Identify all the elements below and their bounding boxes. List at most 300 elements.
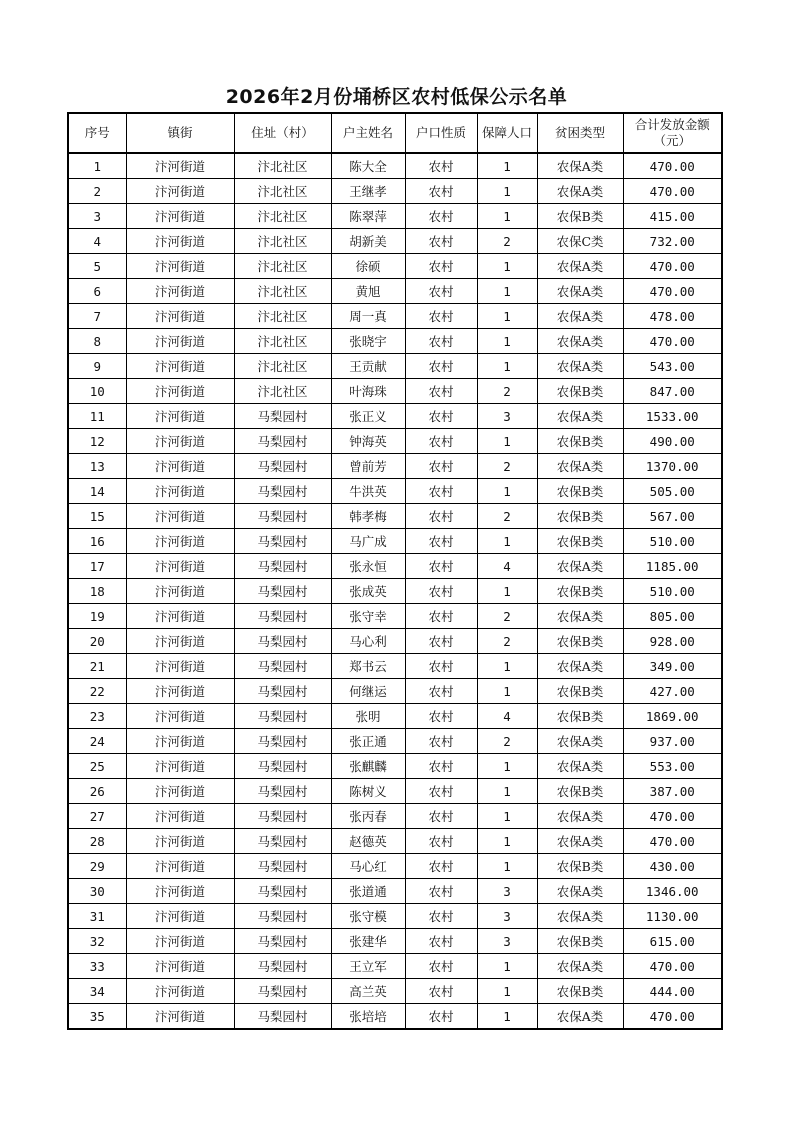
cell-amount: 1130.00 [623, 904, 722, 929]
table-row [68, 529, 722, 554]
table-row [68, 304, 722, 329]
table-row [68, 904, 722, 929]
cell-seq: 34 [68, 979, 126, 1004]
cell-covered-people: 1 [477, 954, 537, 979]
cell-head-name: 王贡献 [331, 354, 405, 379]
cell-covered-people: 3 [477, 904, 537, 929]
cell-seq: 11 [68, 404, 126, 429]
cell-amount: 1346.00 [623, 879, 722, 904]
cell-town: 汴河街道 [126, 429, 234, 454]
cell-poverty-type: 农保A类 [537, 729, 623, 754]
cell-hukou-type: 农村 [405, 729, 477, 754]
cell-head-name: 黄旭 [331, 279, 405, 304]
cell-hukou-type: 农村 [405, 779, 477, 804]
cell-covered-people: 4 [477, 704, 537, 729]
cell-address: 马梨园村 [234, 479, 331, 504]
cell-address: 马梨园村 [234, 1004, 331, 1030]
header-amount: 合计发放金额（元） [623, 113, 722, 153]
cell-covered-people: 4 [477, 554, 537, 579]
cell-amount: 470.00 [623, 279, 722, 304]
cell-amount: 430.00 [623, 854, 722, 879]
cell-town: 汴河街道 [126, 779, 234, 804]
cell-address: 马梨园村 [234, 829, 331, 854]
cell-amount: 1370.00 [623, 454, 722, 479]
cell-poverty-type: 农保A类 [537, 604, 623, 629]
cell-hukou-type: 农村 [405, 629, 477, 654]
cell-hukou-type: 农村 [405, 879, 477, 904]
table-row [68, 854, 722, 879]
cell-address: 马梨园村 [234, 604, 331, 629]
cell-covered-people: 2 [477, 604, 537, 629]
cell-poverty-type: 农保B类 [537, 704, 623, 729]
cell-hukou-type: 农村 [405, 304, 477, 329]
cell-address: 马梨园村 [234, 929, 331, 954]
cell-town: 汴河街道 [126, 479, 234, 504]
cell-address: 马梨园村 [234, 404, 331, 429]
cell-covered-people: 1 [477, 804, 537, 829]
cell-covered-people: 1 [477, 153, 537, 179]
cell-town: 汴河街道 [126, 379, 234, 404]
cell-amount: 847.00 [623, 379, 722, 404]
cell-hukou-type: 农村 [405, 929, 477, 954]
cell-covered-people: 2 [477, 229, 537, 254]
cell-town: 汴河街道 [126, 979, 234, 1004]
cell-seq: 28 [68, 829, 126, 854]
cell-amount: 490.00 [623, 429, 722, 454]
cell-hukou-type: 农村 [405, 204, 477, 229]
cell-address: 马梨园村 [234, 579, 331, 604]
cell-amount: 937.00 [623, 729, 722, 754]
cell-head-name: 张明 [331, 704, 405, 729]
cell-covered-people: 1 [477, 679, 537, 704]
cell-seq: 14 [68, 479, 126, 504]
header-poverty-type: 贫困类型 [537, 113, 623, 153]
cell-amount: 444.00 [623, 979, 722, 1004]
cell-covered-people: 2 [477, 629, 537, 654]
cell-town: 汴河街道 [126, 579, 234, 604]
table-row [68, 879, 722, 904]
cell-seq: 23 [68, 704, 126, 729]
table-row [68, 379, 722, 404]
page-title: 2026年2月份埇桥区农村低保公示名单 [225, 86, 568, 108]
cell-amount: 1533.00 [623, 404, 722, 429]
table-row [68, 679, 722, 704]
cell-town: 汴河街道 [126, 679, 234, 704]
cell-head-name: 张培培 [331, 1004, 405, 1030]
table-row [68, 504, 722, 529]
table-row [68, 979, 722, 1004]
table-row [68, 754, 722, 779]
cell-amount: 470.00 [623, 1004, 722, 1030]
cell-poverty-type: 农保B类 [537, 579, 623, 604]
header-seq: 序号 [68, 113, 126, 153]
cell-hukou-type: 农村 [405, 854, 477, 879]
cell-poverty-type: 农保B类 [537, 629, 623, 654]
cell-seq: 8 [68, 329, 126, 354]
cell-town: 汴河街道 [126, 454, 234, 479]
cell-town: 汴河街道 [126, 629, 234, 654]
cell-hukou-type: 农村 [405, 179, 477, 204]
cell-poverty-type: 农保B类 [537, 854, 623, 879]
cell-town: 汴河街道 [126, 854, 234, 879]
cell-poverty-type: 农保A类 [537, 354, 623, 379]
cell-address: 马梨园村 [234, 804, 331, 829]
cell-head-name: 张麒麟 [331, 754, 405, 779]
cell-town: 汴河街道 [126, 754, 234, 779]
cell-head-name: 陈翠萍 [331, 204, 405, 229]
cell-address: 马梨园村 [234, 904, 331, 929]
cell-head-name: 郑书云 [331, 654, 405, 679]
cell-seq: 24 [68, 729, 126, 754]
cell-seq: 22 [68, 679, 126, 704]
table-row [68, 354, 722, 379]
cell-town: 汴河街道 [126, 279, 234, 304]
cell-hukou-type: 农村 [405, 279, 477, 304]
table-row [68, 554, 722, 579]
cell-amount: 470.00 [623, 329, 722, 354]
cell-hukou-type: 农村 [405, 654, 477, 679]
cell-covered-people: 1 [477, 429, 537, 454]
cell-seq: 31 [68, 904, 126, 929]
cell-seq: 3 [68, 204, 126, 229]
header-head-name: 户主姓名 [331, 113, 405, 153]
cell-head-name: 张守模 [331, 904, 405, 929]
cell-head-name: 张永恒 [331, 554, 405, 579]
cell-poverty-type: 农保A类 [537, 279, 623, 304]
cell-covered-people: 1 [477, 304, 537, 329]
cell-head-name: 曾前芳 [331, 454, 405, 479]
cell-seq: 27 [68, 804, 126, 829]
table-header-row [68, 113, 722, 153]
cell-hukou-type: 农村 [405, 579, 477, 604]
cell-head-name: 马心利 [331, 629, 405, 654]
cell-address: 汴北社区 [234, 179, 331, 204]
cell-hukou-type: 农村 [405, 354, 477, 379]
cell-address: 马梨园村 [234, 654, 331, 679]
cell-poverty-type: 农保A类 [537, 404, 623, 429]
cell-address: 汴北社区 [234, 304, 331, 329]
table-row [68, 629, 722, 654]
cell-town: 汴河街道 [126, 829, 234, 854]
cell-amount: 470.00 [623, 804, 722, 829]
cell-town: 汴河街道 [126, 704, 234, 729]
cell-poverty-type: 农保A类 [537, 254, 623, 279]
cell-poverty-type: 农保A类 [537, 179, 623, 204]
cell-town: 汴河街道 [126, 254, 234, 279]
cell-poverty-type: 农保B类 [537, 504, 623, 529]
table-row [68, 654, 722, 679]
cell-poverty-type: 农保A类 [537, 754, 623, 779]
cell-head-name: 张道通 [331, 879, 405, 904]
table-row [68, 153, 722, 179]
cell-seq: 2 [68, 179, 126, 204]
cell-seq: 20 [68, 629, 126, 654]
cell-seq: 4 [68, 229, 126, 254]
cell-poverty-type: 农保A类 [537, 879, 623, 904]
cell-amount: 1869.00 [623, 704, 722, 729]
cell-head-name: 张正通 [331, 729, 405, 754]
cell-seq: 19 [68, 604, 126, 629]
cell-town: 汴河街道 [126, 954, 234, 979]
cell-seq: 9 [68, 354, 126, 379]
cell-hukou-type: 农村 [405, 979, 477, 1004]
cell-seq: 1 [68, 153, 126, 179]
cell-hukou-type: 农村 [405, 604, 477, 629]
cell-poverty-type: 农保B类 [537, 379, 623, 404]
cell-address: 汴北社区 [234, 379, 331, 404]
cell-poverty-type: 农保A类 [537, 153, 623, 179]
cell-address: 马梨园村 [234, 779, 331, 804]
cell-address: 马梨园村 [234, 979, 331, 1004]
cell-seq: 21 [68, 654, 126, 679]
cell-town: 汴河街道 [126, 929, 234, 954]
cell-address: 马梨园村 [234, 704, 331, 729]
cell-seq: 10 [68, 379, 126, 404]
cell-seq: 29 [68, 854, 126, 879]
cell-town: 汴河街道 [126, 879, 234, 904]
cell-address: 汴北社区 [234, 354, 331, 379]
table-row [68, 179, 722, 204]
header-covered-people: 保障人口 [477, 113, 537, 153]
table-row [68, 429, 722, 454]
table-row [68, 404, 722, 429]
cell-hukou-type: 农村 [405, 479, 477, 504]
table-row [68, 479, 722, 504]
cell-address: 汴北社区 [234, 279, 331, 304]
cell-covered-people: 1 [477, 754, 537, 779]
cell-address: 马梨园村 [234, 554, 331, 579]
cell-poverty-type: 农保B类 [537, 429, 623, 454]
table-row [68, 804, 722, 829]
table-row [68, 729, 722, 754]
table-row [68, 704, 722, 729]
cell-town: 汴河街道 [126, 204, 234, 229]
cell-seq: 6 [68, 279, 126, 304]
cell-seq: 12 [68, 429, 126, 454]
cell-address: 汴北社区 [234, 254, 331, 279]
cell-amount: 928.00 [623, 629, 722, 654]
cell-amount: 543.00 [623, 354, 722, 379]
cell-poverty-type: 农保A类 [537, 304, 623, 329]
cell-town: 汴河街道 [126, 729, 234, 754]
cell-poverty-type: 农保B类 [537, 529, 623, 554]
header-town: 镇街 [126, 113, 234, 153]
cell-covered-people: 1 [477, 529, 537, 554]
cell-amount: 427.00 [623, 679, 722, 704]
cell-seq: 25 [68, 754, 126, 779]
cell-seq: 32 [68, 929, 126, 954]
cell-amount: 349.00 [623, 654, 722, 679]
cell-head-name: 何继运 [331, 679, 405, 704]
cell-seq: 5 [68, 254, 126, 279]
cell-town: 汴河街道 [126, 329, 234, 354]
cell-head-name: 张成英 [331, 579, 405, 604]
cell-hukou-type: 农村 [405, 429, 477, 454]
cell-head-name: 韩孝梅 [331, 504, 405, 529]
cell-address: 马梨园村 [234, 854, 331, 879]
subsistence-allowance-table [67, 112, 723, 1030]
cell-hukou-type: 农村 [405, 829, 477, 854]
cell-poverty-type: 农保A类 [537, 554, 623, 579]
cell-amount: 615.00 [623, 929, 722, 954]
cell-hukou-type: 农村 [405, 529, 477, 554]
cell-head-name: 张丙春 [331, 804, 405, 829]
cell-covered-people: 2 [477, 454, 537, 479]
cell-hukou-type: 农村 [405, 504, 477, 529]
table-row [68, 579, 722, 604]
cell-town: 汴河街道 [126, 604, 234, 629]
table-row [68, 204, 722, 229]
cell-hukou-type: 农村 [405, 804, 477, 829]
cell-covered-people: 2 [477, 729, 537, 754]
cell-poverty-type: 农保A类 [537, 1004, 623, 1030]
cell-amount: 510.00 [623, 529, 722, 554]
cell-covered-people: 1 [477, 854, 537, 879]
cell-town: 汴河街道 [126, 904, 234, 929]
cell-head-name: 张建华 [331, 929, 405, 954]
cell-amount: 1185.00 [623, 554, 722, 579]
cell-poverty-type: 农保A类 [537, 904, 623, 929]
cell-amount: 470.00 [623, 254, 722, 279]
cell-head-name: 张守幸 [331, 604, 405, 629]
cell-address: 汴北社区 [234, 229, 331, 254]
cell-hukou-type: 农村 [405, 153, 477, 179]
cell-covered-people: 3 [477, 879, 537, 904]
cell-address: 马梨园村 [234, 879, 331, 904]
cell-amount: 567.00 [623, 504, 722, 529]
cell-amount: 470.00 [623, 954, 722, 979]
cell-head-name: 叶海珠 [331, 379, 405, 404]
cell-hukou-type: 农村 [405, 704, 477, 729]
cell-address: 马梨园村 [234, 629, 331, 654]
cell-seq: 13 [68, 454, 126, 479]
cell-covered-people: 2 [477, 379, 537, 404]
cell-head-name: 徐硕 [331, 254, 405, 279]
cell-seq: 35 [68, 1004, 126, 1030]
cell-covered-people: 2 [477, 504, 537, 529]
cell-head-name: 马广成 [331, 529, 405, 554]
cell-covered-people: 3 [477, 929, 537, 954]
cell-covered-people: 1 [477, 179, 537, 204]
cell-address: 马梨园村 [234, 529, 331, 554]
cell-poverty-type: 农保A类 [537, 329, 623, 354]
cell-covered-people: 1 [477, 654, 537, 679]
cell-town: 汴河街道 [126, 654, 234, 679]
table-row [68, 829, 722, 854]
cell-head-name: 陈大全 [331, 153, 405, 179]
cell-seq: 7 [68, 304, 126, 329]
cell-hukou-type: 农村 [405, 454, 477, 479]
cell-amount: 805.00 [623, 604, 722, 629]
cell-poverty-type: 农保A类 [537, 654, 623, 679]
cell-town: 汴河街道 [126, 153, 234, 179]
cell-hukou-type: 农村 [405, 379, 477, 404]
cell-seq: 16 [68, 529, 126, 554]
cell-town: 汴河街道 [126, 554, 234, 579]
table-row [68, 779, 722, 804]
cell-hukou-type: 农村 [405, 754, 477, 779]
cell-address: 马梨园村 [234, 729, 331, 754]
cell-head-name: 钟海英 [331, 429, 405, 454]
cell-address: 汴北社区 [234, 329, 331, 354]
cell-seq: 30 [68, 879, 126, 904]
cell-seq: 15 [68, 504, 126, 529]
cell-covered-people: 1 [477, 279, 537, 304]
cell-amount: 387.00 [623, 779, 722, 804]
cell-town: 汴河街道 [126, 404, 234, 429]
cell-address: 马梨园村 [234, 954, 331, 979]
cell-town: 汴河街道 [126, 1004, 234, 1030]
cell-amount: 732.00 [623, 229, 722, 254]
table-row [68, 954, 722, 979]
cell-hukou-type: 农村 [405, 404, 477, 429]
cell-town: 汴河街道 [126, 229, 234, 254]
cell-head-name: 高兰英 [331, 979, 405, 1004]
table-body [68, 153, 722, 1029]
cell-hukou-type: 农村 [405, 254, 477, 279]
cell-hukou-type: 农村 [405, 229, 477, 254]
table-row [68, 929, 722, 954]
cell-covered-people: 1 [477, 1004, 537, 1030]
cell-address: 汴北社区 [234, 204, 331, 229]
cell-covered-people: 1 [477, 979, 537, 1004]
cell-seq: 18 [68, 579, 126, 604]
cell-poverty-type: 农保B类 [537, 479, 623, 504]
cell-head-name: 周一真 [331, 304, 405, 329]
cell-covered-people: 1 [477, 829, 537, 854]
cell-hukou-type: 农村 [405, 554, 477, 579]
cell-covered-people: 1 [477, 204, 537, 229]
cell-covered-people: 1 [477, 354, 537, 379]
cell-address: 马梨园村 [234, 504, 331, 529]
cell-poverty-type: 农保B类 [537, 929, 623, 954]
cell-poverty-type: 农保B类 [537, 979, 623, 1004]
cell-amount: 470.00 [623, 829, 722, 854]
cell-address: 马梨园村 [234, 429, 331, 454]
cell-head-name: 赵德英 [331, 829, 405, 854]
cell-amount: 415.00 [623, 204, 722, 229]
header-hukou-type: 户口性质 [405, 113, 477, 153]
cell-hukou-type: 农村 [405, 954, 477, 979]
cell-poverty-type: 农保B类 [537, 204, 623, 229]
cell-hukou-type: 农村 [405, 679, 477, 704]
table-row [68, 454, 722, 479]
table-row [68, 254, 722, 279]
cell-head-name: 王继孝 [331, 179, 405, 204]
cell-amount: 478.00 [623, 304, 722, 329]
cell-poverty-type: 农保B类 [537, 779, 623, 804]
table-row [68, 604, 722, 629]
cell-address: 马梨园村 [234, 754, 331, 779]
cell-head-name: 马心红 [331, 854, 405, 879]
cell-town: 汴河街道 [126, 354, 234, 379]
cell-amount: 470.00 [623, 179, 722, 204]
cell-head-name: 张晓宇 [331, 329, 405, 354]
table-row [68, 279, 722, 304]
cell-covered-people: 1 [477, 329, 537, 354]
cell-poverty-type: 农保A类 [537, 804, 623, 829]
cell-address: 汴北社区 [234, 153, 331, 179]
cell-town: 汴河街道 [126, 304, 234, 329]
table-row [68, 229, 722, 254]
cell-poverty-type: 农保C类 [537, 229, 623, 254]
cell-amount: 470.00 [623, 153, 722, 179]
cell-hukou-type: 农村 [405, 329, 477, 354]
cell-hukou-type: 农村 [405, 1004, 477, 1030]
cell-covered-people: 3 [477, 404, 537, 429]
cell-hukou-type: 农村 [405, 904, 477, 929]
cell-covered-people: 1 [477, 779, 537, 804]
